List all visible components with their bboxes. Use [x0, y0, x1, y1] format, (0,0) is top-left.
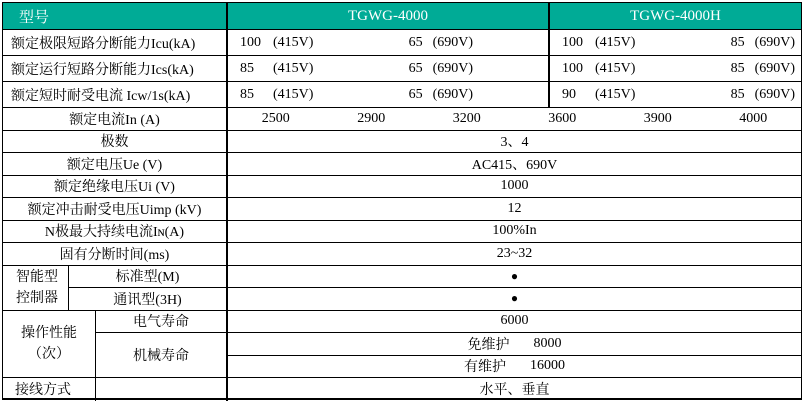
- model-b-header: TGWG-4000H: [550, 3, 801, 29]
- ics-a-415: [240, 61, 313, 77]
- rated-current-row: [3, 108, 801, 131]
- icw-b-690-num: 85: [730, 86, 745, 102]
- icu-b-690: [731, 35, 795, 51]
- model-label-cell: 型号: [3, 3, 228, 29]
- wiring-empty-cell: [96, 378, 228, 401]
- breaking-time-label: 固有分断时间(ms): [3, 243, 228, 265]
- ics-row: [3, 56, 801, 82]
- with-maintenance-cell: [228, 356, 801, 377]
- ics-a-690-volt: (690V): [432, 60, 473, 76]
- poles-value: 3、4: [500, 135, 529, 151]
- performance-rows: [96, 311, 801, 378]
- ics-b-415-volt: (415V): [595, 60, 636, 76]
- impulse-voltage-label: 额定冲击耐受电压Uimp (kV): [3, 198, 228, 220]
- ics-b-415-num: 100: [562, 60, 583, 76]
- rated-current-value: 2900: [357, 110, 386, 126]
- icu-model-b-values: [550, 30, 801, 55]
- wiring-value: 水平、垂直: [479, 383, 550, 399]
- rated-current-value: 4000: [739, 110, 768, 126]
- neutral-current-label: N极最大持续电流Iɴ(A): [3, 221, 228, 243]
- icu-a-690: [409, 35, 473, 51]
- icu-label: 额定极限短路分断能力Icu(kA): [3, 30, 228, 55]
- icu-b-690-num: 85: [730, 34, 745, 50]
- icu-row: [3, 30, 801, 56]
- icu-a-690-volt: (690V): [432, 34, 473, 50]
- icw-a-690-volt: (690V): [432, 86, 473, 102]
- rated-current-value: 3200: [452, 110, 481, 126]
- standard-type-label: 标准型(M): [69, 266, 228, 288]
- mechanical-life-label: 机械寿命: [96, 333, 228, 377]
- performance-section-label: [3, 311, 96, 378]
- icu-a-415: [240, 35, 313, 51]
- ics-b-690-num: 85: [730, 60, 745, 76]
- model-a-header: TGWG-4000: [228, 3, 550, 29]
- icu-b-415-volt: (415V): [595, 34, 636, 50]
- with-maintenance-value: 16000: [530, 358, 565, 374]
- performance-label-line1: 操作性能: [21, 325, 77, 341]
- impulse-voltage-row: [3, 198, 801, 221]
- header-row: [3, 3, 801, 30]
- electrical-life-row: [96, 311, 801, 334]
- with-maintenance-row: [228, 356, 801, 377]
- comm-type-label: 通讯型(3H): [69, 288, 228, 310]
- neutral-current-value: 100%In: [492, 223, 537, 239]
- ics-a-690: [409, 61, 473, 77]
- poles-row: [3, 131, 801, 154]
- icu-b-415-num: 100: [562, 34, 583, 50]
- breaking-time-row: [3, 243, 801, 266]
- ics-a-415-num: 85: [240, 60, 254, 76]
- ics-a-415-volt: (415V): [273, 60, 314, 76]
- wiring-label: 接线方式: [3, 378, 96, 401]
- performance-label-line2: （次）: [28, 346, 70, 362]
- rated-voltage-value: AC415、690V: [471, 157, 558, 173]
- impulse-voltage-value: 12: [507, 200, 522, 216]
- icu-a-690-num: 65: [408, 34, 423, 50]
- controller-rows: [69, 266, 801, 310]
- icw-row: [3, 82, 801, 108]
- controller-label-line1: 智能型: [16, 269, 58, 285]
- icw-b-690-volt: (690V): [754, 86, 795, 102]
- ics-a-690-num: 65: [408, 60, 423, 76]
- rated-voltage-row: [3, 153, 801, 176]
- maintenance-free-row: [228, 333, 801, 355]
- ics-model-a-values: [228, 56, 550, 81]
- icu-b-690-volt: (690V): [754, 34, 795, 50]
- breaking-time-value: 23~32: [496, 245, 533, 261]
- icu-b-415: [562, 35, 635, 51]
- standard-type-mark: ●: [510, 268, 519, 283]
- standard-type-row: [69, 266, 801, 289]
- rated-current-values: [228, 108, 801, 130]
- ics-b-415: [562, 61, 635, 77]
- icw-label: 额定短时耐受电流 Icw/1s(kA): [3, 82, 228, 107]
- electrical-life-value: 6000: [500, 313, 529, 329]
- icw-a-415-num: 85: [240, 86, 254, 102]
- rated-current-value: 3600: [548, 110, 577, 126]
- comm-type-mark: ●: [510, 291, 519, 306]
- electrical-life-label: 电气寿命: [96, 311, 228, 333]
- icw-b-415-num: 90: [562, 86, 576, 102]
- maintenance-free-value: 8000: [533, 336, 562, 351]
- icw-a-415-volt: (415V): [273, 86, 314, 102]
- poles-label: 极数: [3, 131, 228, 153]
- comm-type-row: [69, 288, 801, 310]
- icw-model-a-values: [228, 82, 550, 107]
- insulation-voltage-row: [3, 176, 801, 199]
- controller-section-label: [3, 266, 69, 310]
- icu-model-a-values: [228, 30, 550, 55]
- icw-a-690-num: 65: [408, 86, 423, 102]
- icw-b-415-volt: (415V): [595, 86, 636, 102]
- rated-current-label: 额定电流In (A): [3, 108, 228, 130]
- with-maintenance-label: 有维护: [464, 360, 506, 376]
- icu-a-415-num: 100: [240, 34, 261, 50]
- rated-current-value: 2500: [261, 110, 290, 126]
- insulation-voltage-label: 额定绝缘电压Ui (V): [3, 176, 228, 198]
- maintenance-free-cell: [228, 333, 801, 354]
- rated-current-value: 3900: [643, 110, 672, 126]
- wiring-row: [3, 378, 801, 401]
- mechanical-life-values: [228, 333, 801, 377]
- controller-label-line2: 控制器: [16, 290, 58, 306]
- icu-a-415-volt: (415V): [273, 34, 314, 50]
- ics-model-b-values: [550, 56, 801, 81]
- controller-section: [3, 266, 801, 311]
- mechanical-life-rows: [96, 333, 801, 377]
- ics-b-690-volt: (690V): [754, 60, 795, 76]
- performance-section: [3, 311, 801, 379]
- insulation-voltage-value: 1000: [500, 178, 529, 194]
- icw-b-415: [562, 87, 635, 103]
- icw-a-690: [409, 87, 473, 103]
- rated-voltage-label: 额定电压Ue (V): [3, 153, 228, 175]
- icw-a-415: [240, 87, 313, 103]
- icw-model-b-values: [550, 82, 801, 107]
- icw-b-690: [731, 87, 795, 103]
- ics-b-690: [731, 61, 795, 77]
- maintenance-free-label: 免维护: [467, 338, 510, 353]
- neutral-current-row: [3, 221, 801, 244]
- spec-table: [2, 2, 802, 400]
- ics-label: 额定运行短路分断能力Ics(kA): [3, 56, 228, 81]
